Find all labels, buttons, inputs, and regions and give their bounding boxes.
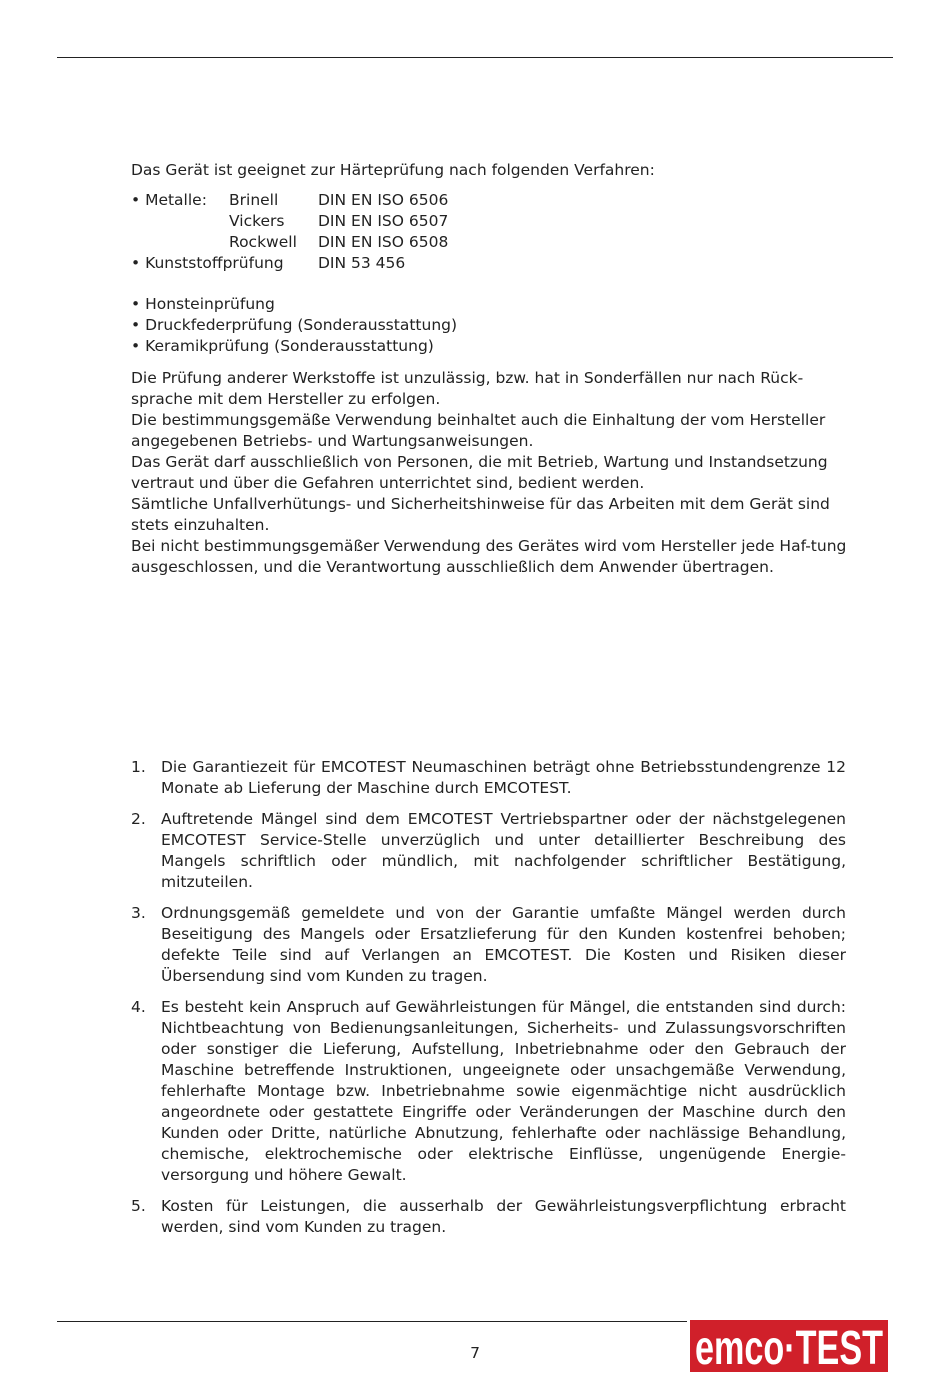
- svg-text:emco·TEST: emco·TEST: [695, 1322, 883, 1375]
- list-item: • Keramikprüfung (Sonderausstattung): [131, 337, 434, 355]
- warranty-item: [131, 903, 846, 987]
- procedure-standard: DIN EN ISO 6506: [318, 191, 449, 209]
- usage-paragraph: Das Gerät darf ausschließlich von Personen, die mit Betrieb, Wartung und Instandsetzung vertraut und über die Gefahren unterrichtet sind, bedient werden.: [131, 453, 828, 492]
- header-rule: [57, 57, 893, 58]
- page-number: 7: [470, 1344, 480, 1362]
- procedure-standard: DIN EN ISO 6508: [318, 233, 449, 251]
- extra-tests-list: [131, 294, 851, 357]
- list-item: • Honsteinprüfung: [131, 295, 275, 313]
- warranty-list: [131, 757, 846, 1248]
- emcotest-logo: [690, 1320, 888, 1375]
- usage-paragraph: Die bestimmungsgemäße Verwendung beinhaltet auch die Einhaltung der vom Hersteller angegebenen Betriebs- und Wartungsanweisungen.: [131, 411, 826, 450]
- procedure-list: [131, 190, 851, 274]
- item-number: 5.: [131, 1197, 146, 1215]
- procedure-method: Vickers: [229, 212, 285, 230]
- warranty-item: [131, 809, 846, 893]
- warranty-item: [131, 997, 846, 1186]
- warranty-item: [131, 757, 846, 799]
- item-text: Auftretende Mängel sind dem EMCOTEST Vertriebspartner oder der nächstgelegenen EMCOTEST Service-Stelle unverzüglich und unter detaillierter Beschreibung des Mangels schriftlich oder mündlich, mit nachfolgender schriftlicher Bestätigung, mitzuteilen.: [161, 810, 846, 891]
- footer-rule: [57, 1321, 687, 1322]
- item-text: Es besteht kein Anspruch auf Gewährleistungen für Mängel, die entstanden sind durch: Nichtbeachtung von Bedienungsanleitungen, Sicherheits- und Zulassungsvorschriften oder sonstiger die Lieferung, Aufstellung, Inbetriebnahme oder den Gebrauch der Maschine betreffende Instruktionen, ungeeignete oder unsachgemäße Verwendung, fehlerhafte Montage bzw. Inbetriebnahme sowie eigenmächtige nicht ausdrücklich angeordnete oder gestattete Eingriffe oder Veränderungen der Maschine durch den Kunden oder Dritte, natürliche Abnutzung, fehlerhafte oder nachlässige Behandlung, chemische, elektrochemische oder elektrische Einflüsse, ungenügende Energie-versorgung und höhere Gewalt.: [161, 998, 846, 1184]
- procedure-row: [131, 211, 851, 232]
- item-text: Die Garantiezeit für EMCOTEST Neumaschinen beträgt ohne Betriebsstundengrenze 12 Monate ab Lieferung der Maschine durch EMCOTEST.: [161, 758, 846, 797]
- procedure-bullet: • Metalle:: [131, 191, 207, 209]
- warranty-item: [131, 1196, 846, 1238]
- procedure-standard: DIN EN ISO 6507: [318, 212, 449, 230]
- usage-paragraph: Die Prüfung anderer Werkstoffe ist unzulässig, bzw. hat in Sonderfällen nur nach Rück-sprache mit dem Hersteller zu erfolgen.: [131, 369, 804, 408]
- procedure-bullet: [131, 211, 229, 232]
- item-number: 3.: [131, 904, 146, 922]
- procedure-method: Brinell: [229, 191, 279, 209]
- procedure-method: Rockwell: [229, 233, 297, 251]
- intro-text: Das Gerät ist geeignet zur Härteprüfung nach folgenden Verfahren:: [131, 161, 655, 179]
- item-number: 1.: [131, 758, 146, 776]
- list-item: • Druckfederprüfung (Sonderausstattung): [131, 316, 458, 334]
- item-text: Ordnungsgemäß gemeldete und von der Garantie umfaßte Mängel werden durch Beseitigung des Mangels oder Ersatzlieferung für den Kunden kostenfrei behoben; defekte Teile sind auf Verlangen an EMCOTEST. Die Kosten und Risiken dieser Übersendung sind vom Kunden zu tragen.: [161, 904, 846, 985]
- item-text: Kosten für Leistungen, die ausserhalb der Gewährleistungsverpflichtung erbracht werden, sind vom Kunden zu tragen.: [161, 1197, 846, 1236]
- procedure-bullet: [131, 232, 229, 253]
- plastics-row: [131, 253, 851, 274]
- procedure-row: [131, 190, 851, 211]
- plastics-label: • Kunststoffprüfung: [131, 254, 284, 272]
- usage-paragraph: Sämtliche Unfallverhütungs- und Sicherheitshinweise für das Arbeiten mit dem Gerät sind stets einzuhalten.: [131, 495, 830, 534]
- usage-paragraph: Bei nicht bestimmungsgemäßer Verwendung des Gerätes wird vom Hersteller jede Haf-tung ausgeschlossen, und die Verantwortung ausschließlich dem Anwender übertragen.: [131, 537, 847, 576]
- item-number: 4.: [131, 998, 146, 1016]
- item-number: 2.: [131, 810, 146, 828]
- usage-section: [131, 368, 851, 578]
- plastics-standard: DIN 53 456: [318, 254, 406, 272]
- procedure-row: [131, 232, 851, 253]
